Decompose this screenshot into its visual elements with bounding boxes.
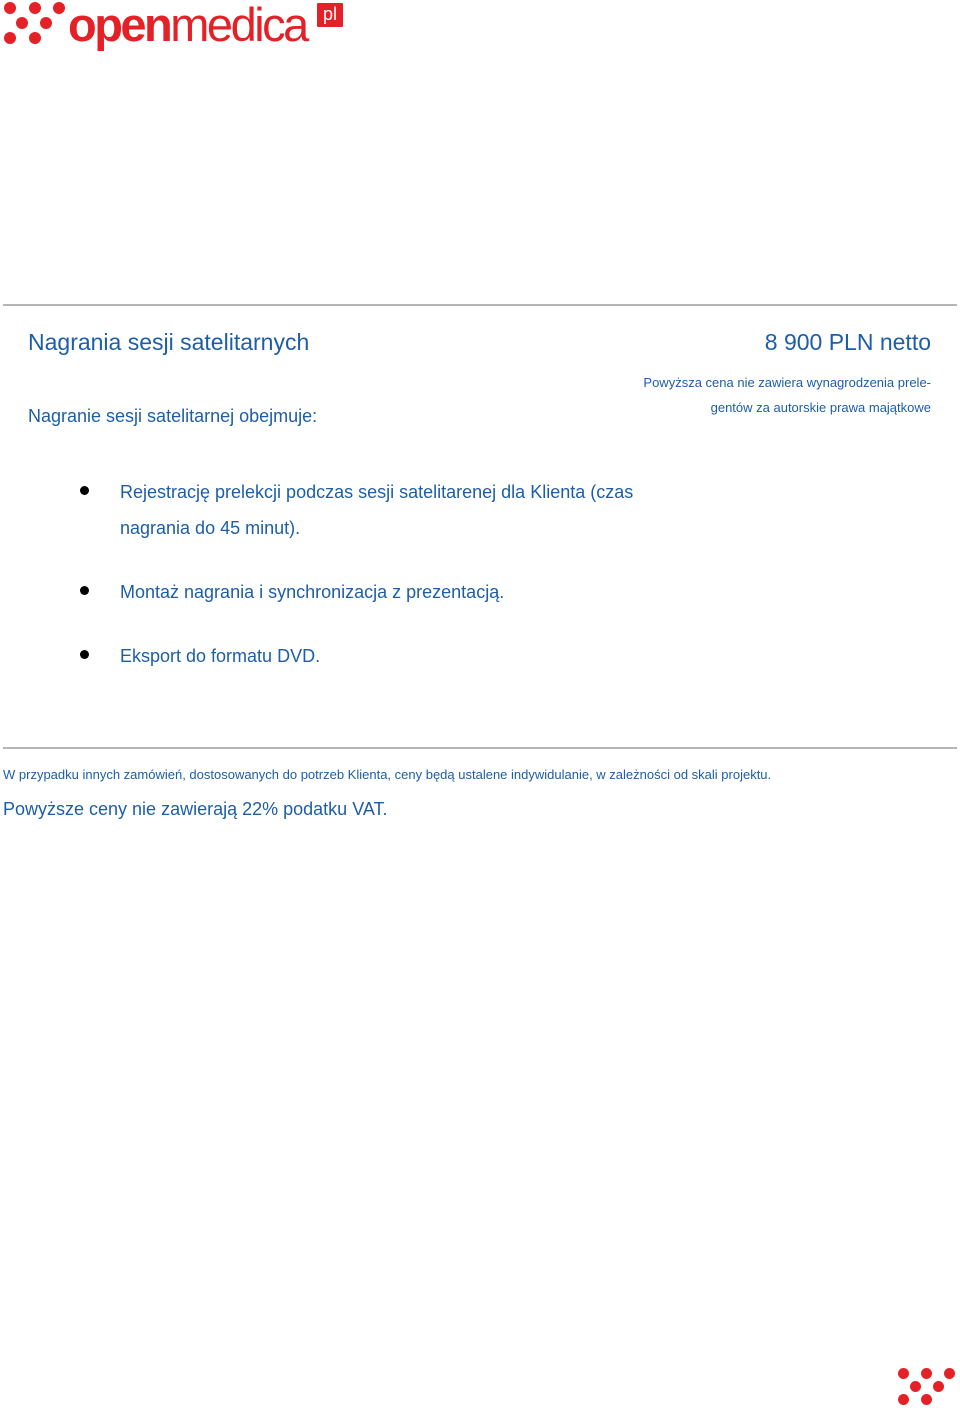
- includes-label: Nagranie sesji satelitarnej obejmuje:: [28, 406, 318, 426]
- logo-dots-icon: [2, 0, 66, 48]
- logo-wordmark: [68, 0, 307, 51]
- bullet-icon: [80, 486, 89, 495]
- price-note-line-1: Powyższa cena nie zawiera wynagrodzenia prele-: [643, 375, 931, 390]
- included-items-list: [80, 474, 700, 674]
- list-item: [80, 474, 700, 546]
- list-item-text: Rejestrację prelekcji podczas sesji satelitarenej dla Klienta (czas nagrania do 45 minut).: [120, 482, 634, 538]
- corner-dots-icon: [897, 1367, 957, 1407]
- price-note: [611, 370, 931, 420]
- list-item-text: Eksport do formatu DVD.: [120, 646, 321, 666]
- openmedica-logo: [2, 0, 347, 56]
- bottom-divider: [3, 747, 957, 749]
- bullet-icon: [80, 650, 89, 659]
- offer-price: 8 900 PLN netto: [764, 329, 931, 355]
- custom-orders-note: W przypadku innych zamówień, dostosowanych do potrzeb Klienta, ceny będą ustalene indywidulanie, w zależności od skali projektu.: [3, 767, 772, 782]
- logo-text-open: open: [68, 0, 171, 51]
- offer-title: Nagrania sesji satelitarnych: [28, 329, 310, 355]
- list-item: [80, 638, 700, 674]
- list-item: [80, 574, 700, 610]
- logo-badge-pl: pl: [317, 3, 343, 27]
- top-divider: [3, 304, 957, 306]
- vat-note: Powyższe ceny nie zawierają 22% podatku VAT.: [3, 799, 388, 819]
- logo-text-medica: medica: [170, 0, 307, 51]
- list-item-text: Montaż nagrania i synchronizacja z prezentacją.: [120, 582, 505, 602]
- bullet-icon: [80, 586, 89, 595]
- price-note-line-2: gentów za autorskie prawa majątkowe: [710, 400, 931, 415]
